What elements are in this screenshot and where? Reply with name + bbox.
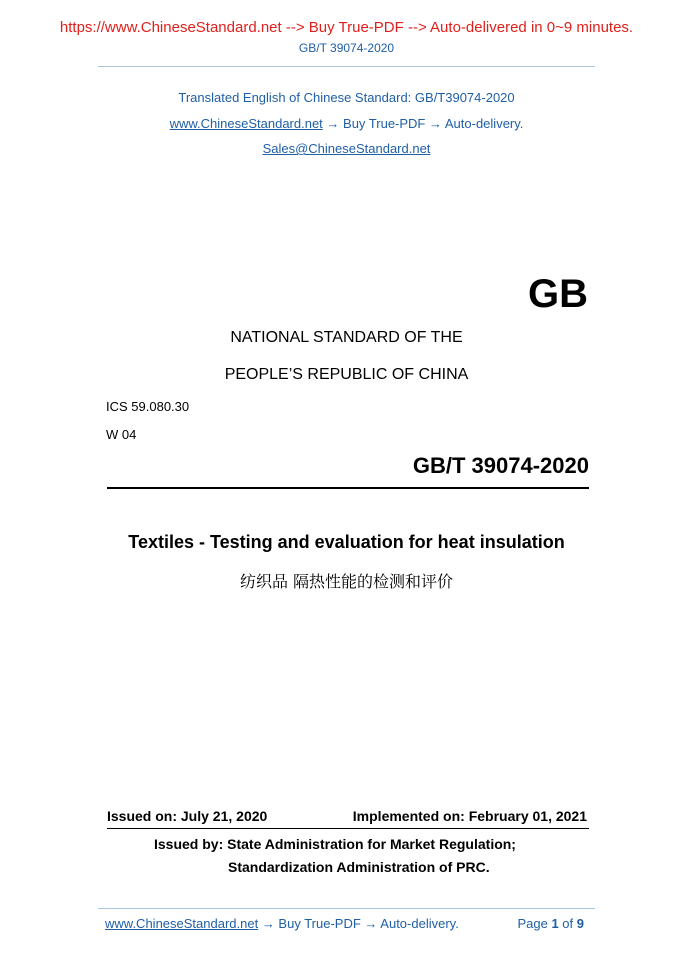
page-indicator xyxy=(517,916,584,931)
footer-site-link[interactable]: www.ChineseStandard.net xyxy=(105,916,259,931)
email-line xyxy=(0,141,693,156)
purchase-line xyxy=(0,116,693,131)
national-standard-line1: NATIONAL STANDARD OF THE xyxy=(230,329,463,346)
header-doc-code: GB/T 39074-2020 xyxy=(298,41,395,55)
top-banner[interactable]: https://www.ChineseStandard.net --> Buy True-PDF --> Auto-delivered in 0~9 minutes. xyxy=(59,19,634,36)
footer-divider xyxy=(98,908,595,909)
footer-purchase-text: → Buy True-PDF → Auto-delivery. xyxy=(258,916,459,931)
national-standard-line2: PEOPLE’S REPUBLIC OF CHINA xyxy=(224,366,469,383)
issued-by-line1: Issued by: State Administration for Market Regulation; xyxy=(154,836,516,852)
page-number: 1 xyxy=(551,916,559,931)
footer-purchase-line xyxy=(105,916,459,931)
w-code: W 04 xyxy=(106,427,137,442)
header-divider xyxy=(98,66,595,67)
gb-mark: GB xyxy=(528,272,588,316)
code-divider xyxy=(107,487,589,489)
title-english: Textiles - Testing and evaluation for heat insulation xyxy=(128,532,565,552)
page-label: Page xyxy=(517,916,552,931)
title-chinese: 纺织品 隔热性能的检测和评价 xyxy=(239,572,454,591)
implemented-on: Implemented on: February 01, 2021 xyxy=(352,808,587,824)
of-label: of xyxy=(558,916,577,931)
issued-on: Issued on: July 21, 2020 xyxy=(107,808,268,824)
site-link[interactable]: www.ChineseStandard.net xyxy=(169,116,323,131)
issued-by-line2: Standardization Administration of PRC. xyxy=(228,859,490,875)
email-link[interactable]: Sales@ChineseStandard.net xyxy=(262,141,431,156)
translated-line: Translated English of Chinese Standard: GB/T39074-2020 xyxy=(178,90,515,105)
page-total: 9 xyxy=(576,916,584,931)
ics-code: ICS 59.080.30 xyxy=(106,399,190,414)
purchase-text: → Buy True-PDF → Auto-delivery. xyxy=(322,116,524,131)
dates-divider xyxy=(107,828,589,829)
standard-code: GB/T 39074-2020 xyxy=(412,453,589,478)
